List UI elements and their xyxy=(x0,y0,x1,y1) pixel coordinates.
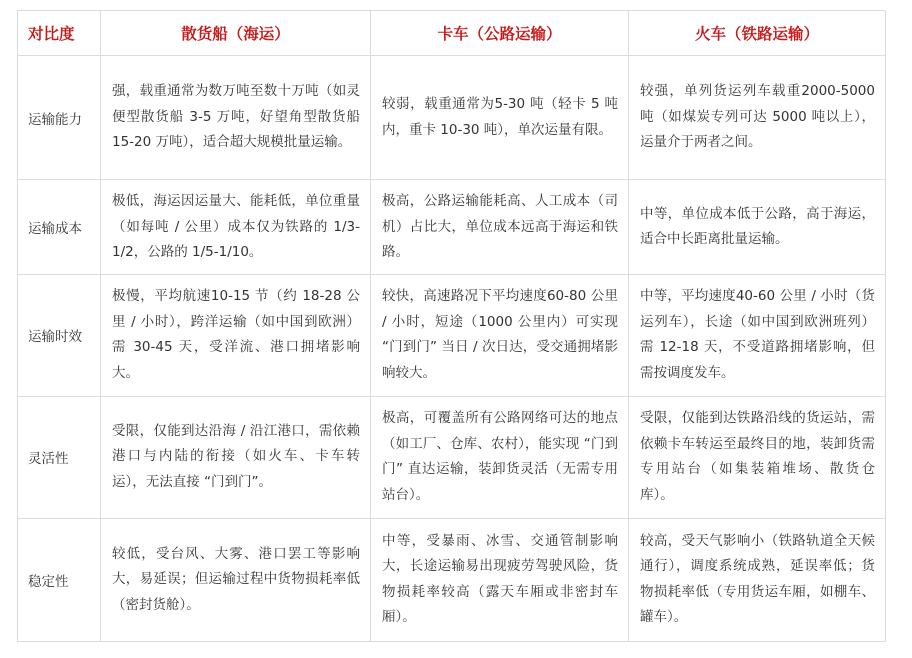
cell-train xyxy=(629,180,886,275)
header-cell-train: 火车（铁路运输） xyxy=(629,11,886,56)
header-cell-ship: 散货船（海运） xyxy=(101,11,371,56)
cell-text: 强，载重通常为数万吨至数十万吨（如灵便型散货船 3-5 万吨，好望角型散货船 15-20 万吨），适合超大规模批量运输。 xyxy=(112,83,360,151)
table-row xyxy=(18,518,886,641)
header-cell-truck: 卡车（公路运输） xyxy=(371,11,629,56)
cell-train xyxy=(629,275,886,396)
row-label: 运输能力 xyxy=(18,56,101,180)
cell-text: 较快，高速路况下平均速度60-80 公里 / 小时，短途（1000 公里内）可实现 “门到门” 当日 / 次日达，受交通拥堵影响较大。 xyxy=(382,288,618,381)
header-cell-dimension: 对比度 xyxy=(18,11,101,56)
cell-text: 极低，海运因运量大、能耗低，单位重量（如每吨 / 公里）成本仅为铁路的 1/3-1/2，公路的 1/5-1/10。 xyxy=(112,193,360,261)
cell-text: 中等，单位成本低于公路，高于海运，适合中长距离批量运输。 xyxy=(640,205,875,248)
cell-ship xyxy=(101,275,371,396)
cell-truck xyxy=(371,275,629,396)
cell-train xyxy=(629,56,886,180)
cell-train xyxy=(629,518,886,641)
cell-text: 较强，单列货运列车载重2000-5000 吨（如煤炭专列可达 5000 吨以上），运量介于两者之间。 xyxy=(640,83,875,151)
row-label: 运输时效 xyxy=(18,275,101,396)
row-label: 灵活性 xyxy=(18,396,101,518)
cell-truck xyxy=(371,396,629,518)
table-row xyxy=(18,396,886,518)
row-label: 稳定性 xyxy=(18,518,101,641)
cell-text: 受限，仅能到达铁路沿线的货运站，需依赖卡车转运至最终目的地，装卸货需专用站台（如集装箱堆场、散货仓库）。 xyxy=(640,410,875,503)
header-row xyxy=(18,11,886,56)
cell-text: 较弱，载重通常为5-30 吨（轻卡 5 吨内，重卡 10-30 吨），单次运量有限。 xyxy=(382,96,618,138)
cell-text: 中等，平均速度40-60 公里 / 小时（货运列车），长途（如中国到欧洲班列）需 12-18 天，不受道路拥堵影响，但需按调度发车。 xyxy=(640,288,875,381)
cell-text: 中等，受暴雨、冰雪、交通管制影响大，长途运输易出现疲劳驾驶风险，货物损耗率较高（露天车厢或非密封车厢）。 xyxy=(382,532,618,626)
table-row xyxy=(18,180,886,275)
comparison-table xyxy=(17,10,886,642)
row-label: 运输成本 xyxy=(18,180,101,275)
cell-truck xyxy=(371,180,629,275)
cell-ship xyxy=(101,180,371,275)
cell-ship xyxy=(101,56,371,180)
cell-text: 较低，受台风、大雾、港口罢工等影响大，易延误；但运输过程中货物损耗率低（密封货舱）。 xyxy=(112,545,360,613)
cell-truck xyxy=(371,56,629,180)
cell-ship xyxy=(101,396,371,518)
table-row xyxy=(18,56,886,180)
cell-text: 较高，受天气影响小（铁路轨道全天候通行），调度系统成熟，延误率低；货物损耗率低（专用货运车厢，如棚车、罐车）。 xyxy=(640,532,875,626)
table-row xyxy=(18,275,886,396)
cell-text: 极慢，平均航速10-15 节（约 18-28 公里 / 小时），跨洋运输（如中国到欧洲）需 30-45 天，受洋流、港口拥堵影响大。 xyxy=(112,288,360,381)
cell-text: 受限，仅能到达沿海 / 沿江港口，需依赖港口与内陆的衔接（如火车、卡车转运），无法直接 “门到门”。 xyxy=(112,422,360,490)
cell-text: 极高，公路运输能耗高、人工成本（司机）占比大，单位成本远高于海运和铁路。 xyxy=(382,193,618,261)
cell-truck xyxy=(371,518,629,641)
cell-ship xyxy=(101,518,371,641)
cell-text: 极高，可覆盖所有公路网络可达的地点（如工厂、仓库、农村），能实现 “门到门” 直达运输，装卸货灵活（无需专用站台）。 xyxy=(382,410,618,503)
cell-train xyxy=(629,396,886,518)
